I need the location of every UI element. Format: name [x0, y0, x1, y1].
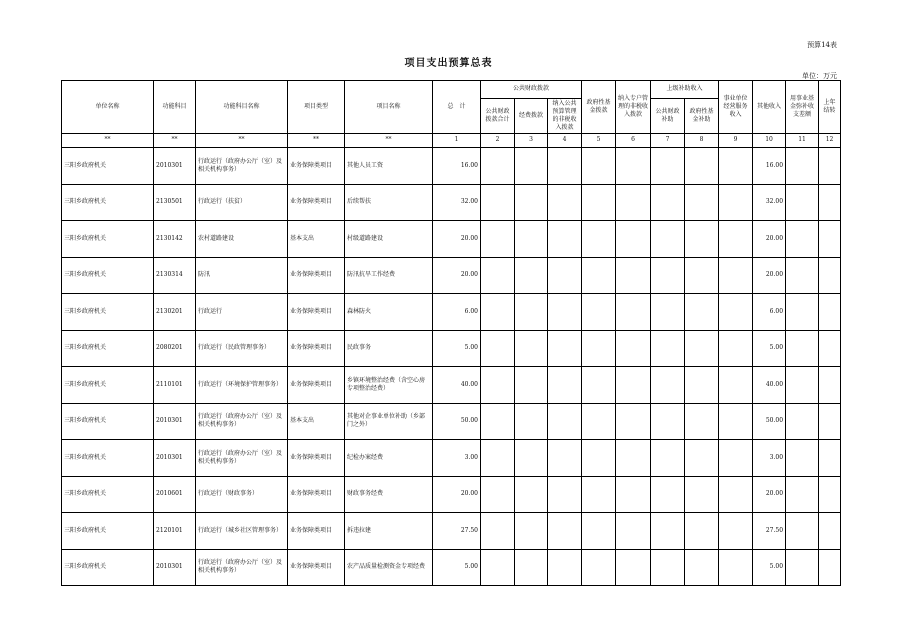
cell-total: 5.00 [433, 549, 481, 586]
budget-table [61, 80, 841, 586]
cell-empty [515, 367, 548, 404]
cell-empty [582, 476, 616, 513]
cell-empty [685, 148, 719, 185]
header-other-income: 其他收入 [753, 81, 786, 134]
cell-other-income: 16.00 [753, 148, 786, 185]
cell-unit-name: 三阳乡政府机关 [62, 294, 154, 331]
cell-empty [515, 549, 548, 586]
cell-empty [786, 257, 819, 294]
cell-project-name: 森林防火 [345, 294, 433, 331]
cell-empty [685, 440, 719, 477]
cell-empty [548, 330, 582, 367]
index-cell: 9 [719, 134, 753, 148]
header-unit-name: 单位名称 [62, 81, 154, 134]
cell-total: 40.00 [433, 367, 481, 404]
header-func-code: 功能科目 [154, 81, 196, 134]
cell-func-code: 2110101 [154, 367, 196, 404]
cell-func-code: 2080201 [154, 330, 196, 367]
cell-empty [719, 221, 753, 258]
cell-unit-name: 三阳乡政府机关 [62, 148, 154, 185]
cell-empty [819, 221, 841, 258]
cell-empty [786, 184, 819, 221]
cell-empty [548, 476, 582, 513]
header-fund-subsidy: 用事业基金弥补收支差额 [786, 81, 819, 134]
cell-empty [819, 294, 841, 331]
cell-total: 20.00 [433, 221, 481, 258]
cell-empty [481, 148, 515, 185]
cell-total: 5.00 [433, 330, 481, 367]
cell-project-type: 业务保障类项目 [288, 330, 345, 367]
cell-other-income: 20.00 [753, 257, 786, 294]
cell-total: 6.00 [433, 294, 481, 331]
table-row [62, 476, 841, 513]
index-cell: 12 [819, 134, 841, 148]
cell-empty [582, 330, 616, 367]
index-cell: ** [62, 134, 154, 148]
cell-empty [819, 148, 841, 185]
cell-empty [819, 184, 841, 221]
cell-total: 20.00 [433, 476, 481, 513]
cell-other-income: 5.00 [753, 549, 786, 586]
cell-func-name: 行政运行（环境保护管理事务） [196, 367, 288, 404]
cell-project-type: 业务保障类项目 [288, 549, 345, 586]
index-cell: ** [154, 134, 196, 148]
cell-total: 20.00 [433, 257, 481, 294]
index-cell: 11 [786, 134, 819, 148]
cell-project-type: 基本支出 [288, 403, 345, 440]
cell-empty [515, 294, 548, 331]
cell-empty [548, 549, 582, 586]
cell-func-name: 行政运行（财政事务） [196, 476, 288, 513]
header-upper-fund: 政府性基金补助 [685, 99, 719, 134]
cell-project-type: 业务保障类项目 [288, 257, 345, 294]
cell-empty [786, 403, 819, 440]
header-upper-public: 公共财政补助 [651, 99, 685, 134]
cell-other-income: 3.00 [753, 440, 786, 477]
unit-label: 单位：万元 [802, 72, 837, 80]
cell-empty [515, 257, 548, 294]
cell-empty [548, 367, 582, 404]
cell-empty [719, 476, 753, 513]
cell-other-income: 5.00 [753, 330, 786, 367]
cell-empty [786, 367, 819, 404]
index-cell: ** [288, 134, 345, 148]
cell-empty [786, 440, 819, 477]
cell-unit-name: 三阳乡政府机关 [62, 476, 154, 513]
cell-project-type: 业务保障类项目 [288, 184, 345, 221]
cell-empty [651, 440, 685, 477]
cell-empty [719, 513, 753, 550]
cell-empty [616, 476, 651, 513]
cell-empty [685, 184, 719, 221]
cell-empty [685, 330, 719, 367]
cell-empty [651, 330, 685, 367]
index-cell: ** [196, 134, 288, 148]
cell-project-name: 财政事务经费 [345, 476, 433, 513]
cell-project-type: 业务保障类项目 [288, 513, 345, 550]
cell-empty [685, 294, 719, 331]
cell-func-code: 2010301 [154, 440, 196, 477]
cell-unit-name: 三阳乡政府机关 [62, 257, 154, 294]
cell-project-type: 业务保障类项目 [288, 148, 345, 185]
header-func-name: 功能科目名称 [196, 81, 288, 134]
cell-empty [719, 184, 753, 221]
cell-empty [515, 513, 548, 550]
cell-func-name: 行政运行（民政管理事务） [196, 330, 288, 367]
cell-empty [786, 549, 819, 586]
cell-empty [548, 221, 582, 258]
cell-empty [582, 294, 616, 331]
cell-unit-name: 三阳乡政府机关 [62, 184, 154, 221]
cell-empty [651, 403, 685, 440]
cell-unit-name: 三阳乡政府机关 [62, 440, 154, 477]
cell-empty [651, 294, 685, 331]
cell-empty [582, 513, 616, 550]
cell-empty [616, 440, 651, 477]
cell-empty [481, 330, 515, 367]
index-row [62, 134, 841, 148]
index-cell: 2 [481, 134, 515, 148]
cell-unit-name: 三阳乡政府机关 [62, 513, 154, 550]
cell-empty [786, 330, 819, 367]
table-row [62, 513, 841, 550]
cell-empty [616, 294, 651, 331]
cell-func-name: 行政运行（政府办公厅（室）及相关机构事务） [196, 148, 288, 185]
cell-empty [685, 367, 719, 404]
table-row [62, 549, 841, 586]
cell-func-name: 行政运行（政府办公厅（室）及相关机构事务） [196, 440, 288, 477]
cell-empty [719, 367, 753, 404]
cell-empty [719, 294, 753, 331]
cell-unit-name: 三阳乡政府机关 [62, 549, 154, 586]
cell-empty [819, 440, 841, 477]
header-public-nontax: 纳入公共预算管理的非税收入拨款 [548, 99, 582, 134]
header-public-group: 公共财政拨款 [481, 81, 582, 99]
cell-empty [515, 330, 548, 367]
cell-empty [582, 367, 616, 404]
cell-empty [685, 221, 719, 258]
cell-func-code: 2120101 [154, 513, 196, 550]
cell-other-income: 20.00 [753, 476, 786, 513]
cell-empty [719, 549, 753, 586]
cell-empty [616, 403, 651, 440]
cell-func-name: 行政运行（政府办公厅（室）及相关机构事务） [196, 549, 288, 586]
cell-project-type: 业务保障类项目 [288, 294, 345, 331]
cell-unit-name: 三阳乡政府机关 [62, 221, 154, 258]
cell-project-name: 拆违拉建 [345, 513, 433, 550]
cell-empty [719, 440, 753, 477]
cell-empty [481, 403, 515, 440]
cell-empty [819, 257, 841, 294]
cell-empty [786, 221, 819, 258]
header-carryover: 上年结转 [819, 81, 841, 134]
cell-empty [719, 330, 753, 367]
cell-func-name: 防汛 [196, 257, 288, 294]
index-cell: 10 [753, 134, 786, 148]
index-cell: 8 [685, 134, 719, 148]
cell-empty [582, 221, 616, 258]
table-row [62, 257, 841, 294]
cell-empty [819, 476, 841, 513]
index-cell: 1 [433, 134, 481, 148]
cell-empty [819, 513, 841, 550]
cell-project-name: 民政事务 [345, 330, 433, 367]
header-public-total: 公共财政拨款合计 [481, 99, 515, 134]
cell-func-name: 行政运行（扶贫） [196, 184, 288, 221]
table-row [62, 440, 841, 477]
cell-empty [548, 294, 582, 331]
table-row [62, 294, 841, 331]
cell-project-name: 村级道路建设 [345, 221, 433, 258]
cell-func-code: 2010301 [154, 148, 196, 185]
cell-total: 16.00 [433, 148, 481, 185]
cell-empty [548, 257, 582, 294]
cell-empty [786, 294, 819, 331]
cell-empty [685, 476, 719, 513]
cell-empty [481, 221, 515, 258]
header-enterprise-income: 事业单位经营服务收入 [719, 81, 753, 134]
cell-empty [515, 148, 548, 185]
cell-empty [651, 513, 685, 550]
cell-func-name: 农村道路建设 [196, 221, 288, 258]
cell-empty [481, 184, 515, 221]
cell-empty [548, 513, 582, 550]
cell-total: 27.50 [433, 513, 481, 550]
cell-empty [582, 148, 616, 185]
index-cell: 4 [548, 134, 582, 148]
cell-empty [481, 440, 515, 477]
cell-empty [582, 184, 616, 221]
cell-empty [786, 476, 819, 513]
cell-empty [819, 549, 841, 586]
cell-empty [582, 403, 616, 440]
cell-project-name: 农产品质量检测资金专项经费 [345, 549, 433, 586]
table-body [62, 148, 841, 586]
cell-project-name: 其他对企事业单位补助（乡部门之外） [345, 403, 433, 440]
cell-empty [719, 403, 753, 440]
cell-empty [582, 257, 616, 294]
cell-empty [515, 476, 548, 513]
cell-empty [651, 549, 685, 586]
cell-empty [651, 148, 685, 185]
cell-empty [819, 403, 841, 440]
cell-empty [685, 403, 719, 440]
cell-project-type: 业务保障类项目 [288, 367, 345, 404]
cell-empty [819, 367, 841, 404]
cell-empty [481, 257, 515, 294]
cell-empty [616, 513, 651, 550]
cell-empty [481, 476, 515, 513]
cell-empty [616, 330, 651, 367]
cell-func-code: 2010601 [154, 476, 196, 513]
cell-empty [819, 330, 841, 367]
cell-empty [616, 257, 651, 294]
cell-empty [548, 403, 582, 440]
cell-project-type: 基本支出 [288, 221, 345, 258]
index-cell: 6 [616, 134, 651, 148]
cell-project-name: 纪检办案经费 [345, 440, 433, 477]
cell-empty [616, 367, 651, 404]
cell-project-name: 乡镇环境整治经费（含空心房专项整治经费） [345, 367, 433, 404]
cell-empty [582, 440, 616, 477]
table-row [62, 221, 841, 258]
header-total: 总 计 [433, 81, 481, 134]
cell-func-name: 行政运行（政府办公厅（室）及相关机构事务） [196, 403, 288, 440]
index-cell: 5 [582, 134, 616, 148]
cell-empty [548, 148, 582, 185]
cell-empty [582, 549, 616, 586]
cell-empty [651, 257, 685, 294]
cell-empty [481, 549, 515, 586]
cell-empty [651, 221, 685, 258]
cell-func-code: 2130201 [154, 294, 196, 331]
cell-unit-name: 三阳乡政府机关 [62, 330, 154, 367]
cell-empty [786, 148, 819, 185]
header-gov-fund: 政府性基金拨款 [582, 81, 616, 134]
index-cell: 7 [651, 134, 685, 148]
header-project-name: 项目名称 [345, 81, 433, 134]
cell-empty [685, 257, 719, 294]
cell-other-income: 32.00 [753, 184, 786, 221]
cell-empty [651, 476, 685, 513]
cell-empty [481, 294, 515, 331]
header-fee-allocation: 经费拨款 [515, 99, 548, 134]
cell-project-name: 其他人员工资 [345, 148, 433, 185]
cell-func-code: 2130501 [154, 184, 196, 221]
cell-func-code: 2010301 [154, 549, 196, 586]
cell-project-type: 业务保障类项目 [288, 476, 345, 513]
cell-empty [515, 403, 548, 440]
cell-func-name: 行政运行（城乡社区管理事务） [196, 513, 288, 550]
cell-other-income: 20.00 [753, 221, 786, 258]
cell-empty [616, 221, 651, 258]
cell-empty [548, 184, 582, 221]
cell-empty [515, 221, 548, 258]
cell-total: 50.00 [433, 403, 481, 440]
cell-empty [616, 549, 651, 586]
cell-total: 32.00 [433, 184, 481, 221]
cell-empty [651, 184, 685, 221]
header-special-nontax: 纳入专户管理的非税收入拨款 [616, 81, 651, 134]
cell-unit-name: 三阳乡政府机关 [62, 367, 154, 404]
cell-total: 3.00 [433, 440, 481, 477]
table-id: 预算14表 [807, 41, 837, 49]
table-row [62, 184, 841, 221]
cell-empty [685, 513, 719, 550]
page-title: 项目支出预算总表 [404, 58, 493, 69]
cell-empty [651, 367, 685, 404]
index-cell: ** [345, 134, 433, 148]
table-row [62, 403, 841, 440]
cell-func-code: 2010301 [154, 403, 196, 440]
cell-empty [616, 148, 651, 185]
cell-empty [548, 440, 582, 477]
cell-project-name: 后续帮扶 [345, 184, 433, 221]
cell-project-name: 防汛抗旱工作经费 [345, 257, 433, 294]
cell-empty [719, 257, 753, 294]
table-row [62, 330, 841, 367]
cell-empty [481, 513, 515, 550]
cell-other-income: 6.00 [753, 294, 786, 331]
cell-other-income: 40.00 [753, 367, 786, 404]
cell-empty [515, 440, 548, 477]
cell-func-code: 2130314 [154, 257, 196, 294]
cell-func-code: 2130142 [154, 221, 196, 258]
cell-other-income: 27.50 [753, 513, 786, 550]
table-row [62, 148, 841, 185]
cell-empty [616, 184, 651, 221]
cell-unit-name: 三阳乡政府机关 [62, 403, 154, 440]
table-row [62, 367, 841, 404]
cell-empty [786, 513, 819, 550]
index-cell: 3 [515, 134, 548, 148]
cell-empty [685, 549, 719, 586]
cell-func-name: 行政运行 [196, 294, 288, 331]
cell-other-income: 50.00 [753, 403, 786, 440]
cell-project-type: 业务保障类项目 [288, 440, 345, 477]
cell-empty [515, 184, 548, 221]
header-upper-group: 上级补助收入 [651, 81, 719, 99]
header-project-type: 项目类型 [288, 81, 345, 134]
cell-empty [719, 148, 753, 185]
cell-empty [481, 367, 515, 404]
